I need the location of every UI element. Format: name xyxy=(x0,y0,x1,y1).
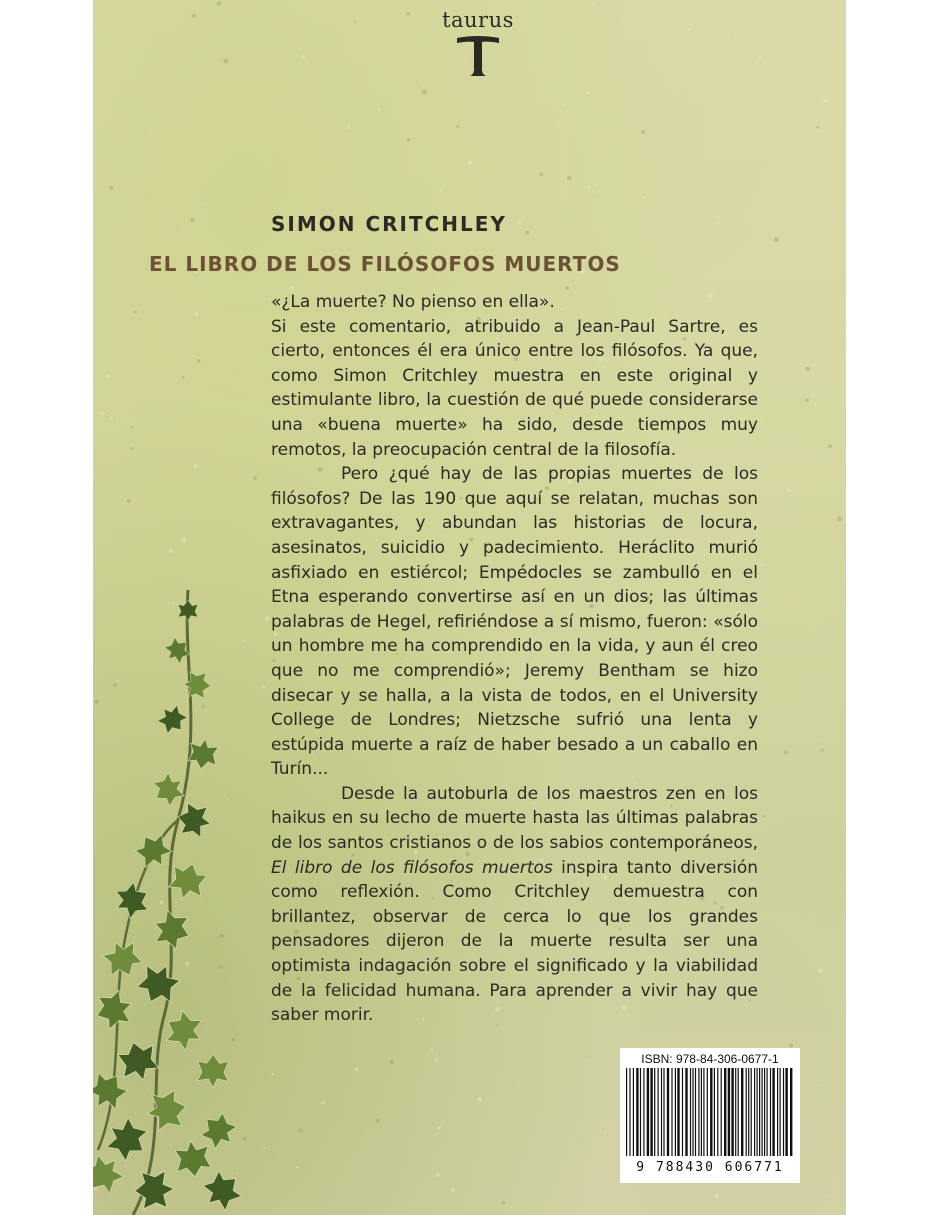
blurb-p3-start: Desde la autoburla de los maestros zen en los haikus en su lecho de muerte hasta las últimas palabras de los santos cristianos o de los sabios contemporáneos, xyxy=(271,783,758,854)
blurb-quote: «¿La muerte? No pienso en ella». xyxy=(271,292,555,312)
publisher-name: taurus xyxy=(442,8,514,32)
blurb-p3-book-title: El libro de los filósofos muertos xyxy=(271,857,553,878)
blurb-paragraph-2: Pero ¿qué hay de las propias muertes de los filósofos? De las 190 que aquí se relatan, muchas son extravagantes, y abundan las historias de locura, asesinatos, suicidio y padecimiento. Heráclito murió asfixiado en estiércol; Empédocles se zambulló en el Etna esperando convertirse así en un dios; las últimas palabras de Hegel, refiriéndose a sí mismo, fueron: «sólo un hombre me ha comprendido en la vida, y aun él creo que no me comprendió»; Jeremy Bentham se hizo disecar y se halla, a la vista de todos, en el University College de Londres; Nietzsche sufrió una lenta y estúpida muerte a raíz de haber besado a un caballo en Turín... xyxy=(271,464,758,780)
barcode-icon xyxy=(624,1068,796,1160)
blurb-paragraph-1: Si este comentario, atribuido a Jean-Paul Sartre, es cierto, entonces él era único entre los filósofos. Ya que, como Simon Critchley muestra en este original y estimulante libro, la cuestión de qué puede considerarse una «buena muerte» ha sido, desde tiempos muy remotos, la preocupación central de la filosofía. xyxy=(271,316,758,460)
book-title: EL LIBRO DE LOS FILÓSOFOS MUERTOS xyxy=(149,252,621,276)
blurb-paragraph-3 xyxy=(271,782,758,1028)
barcode-label xyxy=(620,1048,800,1183)
isbn-text: ISBN: 978-84-306-0677-1 xyxy=(641,1052,779,1066)
author-name: SIMON CRITCHLEY xyxy=(271,212,507,236)
blurb-text xyxy=(271,290,758,1028)
barcode-number: 9 788430 606771 xyxy=(636,1160,784,1175)
book-back-cover xyxy=(93,0,846,1215)
blurb-p3-end: inspira tanto diversión como reflexión. Como Critchley demuestra con brillantez, observar de cerca lo que los grandes pensadores dijeron de la muerte resulta ser una optimista indagación sobre el significado y la viabilidad de la felicidad humana. Para aprender a vivir hay que saber morir. xyxy=(271,857,758,1026)
ivy-illustration xyxy=(93,590,263,1215)
publisher-logo xyxy=(438,8,518,78)
publisher-t-icon xyxy=(455,34,501,78)
